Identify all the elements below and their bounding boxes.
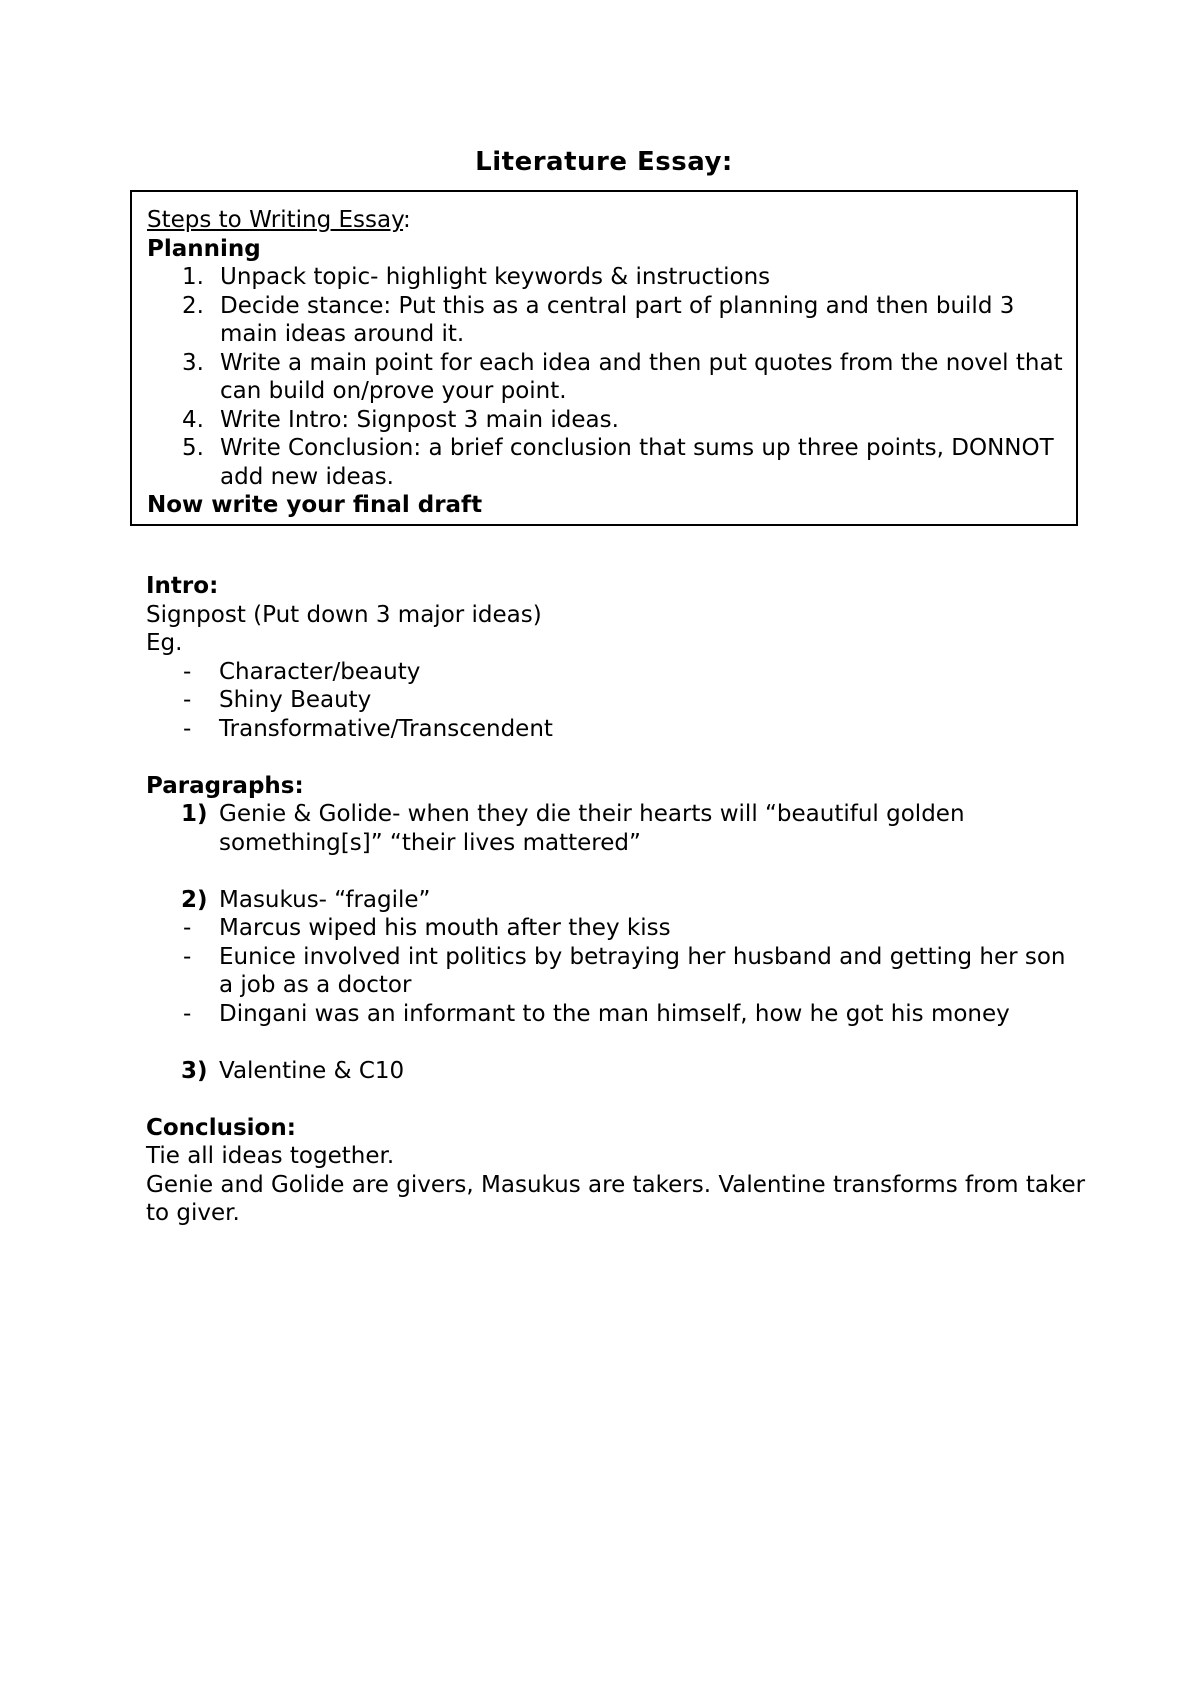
dash-bullet: - [183, 915, 192, 941]
intro-item [146, 686, 1086, 715]
essay-outline [146, 572, 1086, 1228]
dash-bullet: - [183, 687, 192, 713]
step-text: Decide stance: Put this as a central part of planning and then build 3 main ideas around it. [220, 292, 1015, 347]
final-draft-line: Now write your final draft [147, 492, 483, 518]
paragraph-2-item [146, 1000, 1086, 1029]
paragraph-text: Masukus- “fragile” [219, 886, 431, 913]
step-item [147, 349, 1063, 406]
paragraph-2-item-text: Marcus wiped his mouth after they kiss [219, 915, 671, 941]
paragraph-text: Valentine & C10 [219, 1057, 405, 1084]
steps-heading-suffix: : [403, 207, 411, 233]
step-item [147, 263, 1063, 292]
intro-item-text: Shiny Beauty [219, 687, 372, 713]
step-text: Unpack topic- highlight keywords & instructions [220, 264, 771, 290]
paragraph-2-item-text: Eunice involved int politics by betraying her husband and getting her son a job as a doctor [219, 943, 1066, 998]
page-title: Literature Essay: [475, 147, 733, 177]
steps-list [147, 263, 1063, 491]
paragraph-1 [146, 800, 1086, 857]
dash-bullet: - [183, 1000, 192, 1027]
intro-item [146, 715, 1086, 744]
step-item [147, 434, 1063, 491]
step-text: Write Conclusion: a brief conclusion that sums up three points, DONNOT add new ideas. [220, 435, 1054, 490]
conclusion-line-1: Tie all ideas together. [146, 1143, 395, 1169]
step-number: 3. [182, 349, 204, 376]
intro-heading: Intro: [146, 573, 219, 599]
intro-item-text: Transformative/Transcendent [219, 715, 553, 742]
paragraph-text: Genie & Golide- when they die their hearts will “beautiful golden something[s]” “their lives mattered” [219, 801, 965, 856]
step-number: 4. [182, 406, 204, 433]
step-number: 1. [182, 264, 204, 290]
paragraphs-heading: Paragraphs: [146, 772, 304, 799]
conclusion-heading: Conclusion: [146, 1114, 296, 1141]
paragraph-2-item [146, 943, 1086, 1000]
conclusion-line-2: Genie and Golide are givers, Masukus are takers. Valentine transforms from taker to giver. [146, 1171, 1086, 1226]
paragraph-number: 2) [181, 886, 208, 913]
intro-item-text: Character/beauty [219, 658, 421, 685]
dash-bullet: - [183, 658, 192, 685]
dash-bullet: - [183, 715, 192, 742]
step-number: 5. [182, 435, 204, 461]
step-item [147, 292, 1063, 349]
steps-heading: Steps to Writing Essay [147, 207, 404, 233]
dash-bullet: - [183, 943, 192, 970]
intro-item [146, 658, 1086, 687]
intro-signpost: Signpost (Put down 3 major ideas) [146, 601, 542, 628]
intro-list [146, 658, 1086, 744]
step-item [147, 406, 1063, 435]
paragraph-2-item-text: Dingani was an informant to the man himself, how he got his money [219, 1000, 1010, 1027]
paragraph-2 [146, 886, 1086, 915]
step-text: Write a main point for each idea and then put quotes from the novel that can build on/prove your point. [220, 349, 1063, 404]
step-text: Write Intro: Signpost 3 main ideas. [220, 406, 619, 433]
steps-box [130, 190, 1078, 526]
paragraph-3 [146, 1057, 1086, 1086]
planning-label: Planning [147, 235, 261, 262]
step-number: 2. [182, 292, 204, 319]
paragraph-number: 3) [181, 1057, 208, 1084]
paragraph-number: 1) [181, 801, 208, 827]
steps-heading-line [147, 206, 1063, 235]
paragraph-2-item [146, 914, 1086, 943]
intro-eg: Eg. [146, 630, 183, 656]
paragraph-2-list [146, 914, 1086, 1028]
